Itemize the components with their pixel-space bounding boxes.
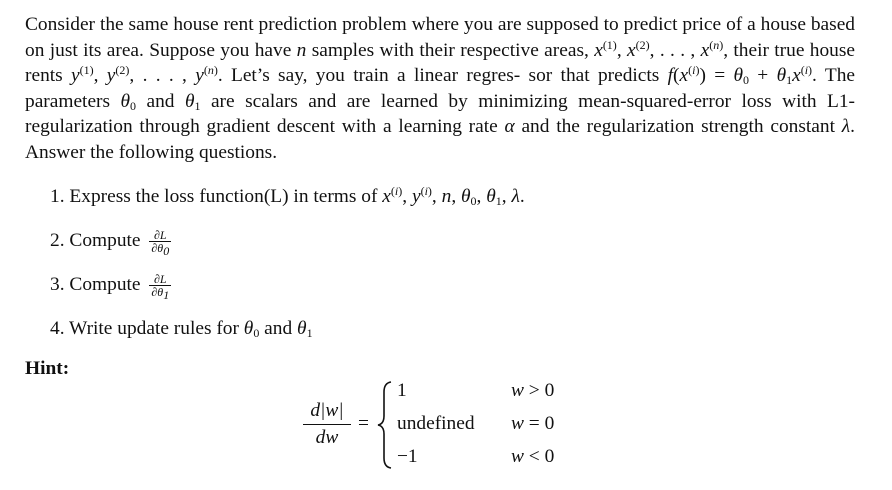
question-list: [50, 182, 525, 358]
x-sample-list: $x^{(1)}$, $x^{(2)}$, . . . , $x^{(n)}$: [594, 37, 724, 61]
case-condition-negative: w < 0: [511, 446, 555, 467]
question-4: [50, 314, 525, 358]
paragraph-line-3-mid: , their true house rents: [25, 39, 856, 87]
question-number: 3.: [50, 274, 65, 295]
question-1: [50, 182, 525, 226]
problem-paragraph: [25, 12, 855, 166]
partial-derivative-theta0: $\frac{\partial L}{\partial\theta_0}$: [151, 228, 170, 259]
partial-derivative-theta1: $\frac{\partial L}{\partial\theta_1}$: [151, 272, 170, 303]
n-symbol: n: [296, 39, 307, 61]
question-2: [50, 226, 525, 270]
paragraph-line-2: of a house based on just its area. Suppose you have: [25, 14, 855, 61]
question-number: 1.: [50, 186, 65, 207]
abs-derivative-fraction: [303, 400, 351, 449]
paragraph-line-5: by minimizing mean-squared-error loss with L1-regularization through gradient descent with: [25, 90, 856, 138]
question-3: [50, 270, 525, 314]
question-number: 2.: [50, 230, 65, 251]
case-value-positive: 1: [397, 380, 407, 401]
paragraph-line-1: Consider the same house rent prediction problem where you are supposed to predict price: [25, 14, 722, 35]
hint-label: Hint:: [25, 358, 70, 379]
left-brace-icon: [376, 380, 394, 470]
case-value-negative: −1: [397, 446, 418, 467]
question-text: Compute: [69, 274, 146, 295]
paragraph-line-2-rest: samples with their respective areas,: [306, 39, 589, 61]
question-text: Compute: [69, 230, 146, 251]
question-1-math: $x^{(i)}$, $y^{(i)}$, n, $\theta_0$, $\theta_1$, λ.: [382, 184, 525, 208]
y-sample-list: $y^{(1)}$, $y^{(2)}$, . . . , $y^{(n)}$: [71, 63, 218, 87]
abs-derivative-denominator: dw: [315, 427, 339, 448]
paragraph-line-6: a learning rate α and the regularization strength constant λ. Answer the following questions.: [25, 116, 855, 163]
case-value-zero: undefined: [397, 413, 475, 434]
equals-sign: =: [358, 413, 369, 434]
paragraph-line-4-rest: . The parameters $\theta_0$ and $\theta_1$ are scalars and are learned: [25, 65, 856, 113]
case-condition-positive: w > 0: [511, 380, 555, 401]
paragraph-line-3-rest: . Let’s say, you train a linear regres-: [217, 65, 521, 87]
paragraph-line-4-start: sor that predicts: [528, 65, 668, 87]
question-text: Express the loss function(L) in terms of: [69, 186, 383, 207]
case-condition-zero: w = 0: [511, 413, 555, 434]
question-number: 4.: [50, 318, 65, 339]
question-text: Write update rules for $\theta_0$ and $\theta_1$: [69, 318, 313, 340]
abs-derivative-numerator: d|w|: [303, 400, 351, 425]
model-formula: $f(x^{(i)}) = \theta_0 + \theta_1x^{(i)}$: [667, 63, 813, 88]
